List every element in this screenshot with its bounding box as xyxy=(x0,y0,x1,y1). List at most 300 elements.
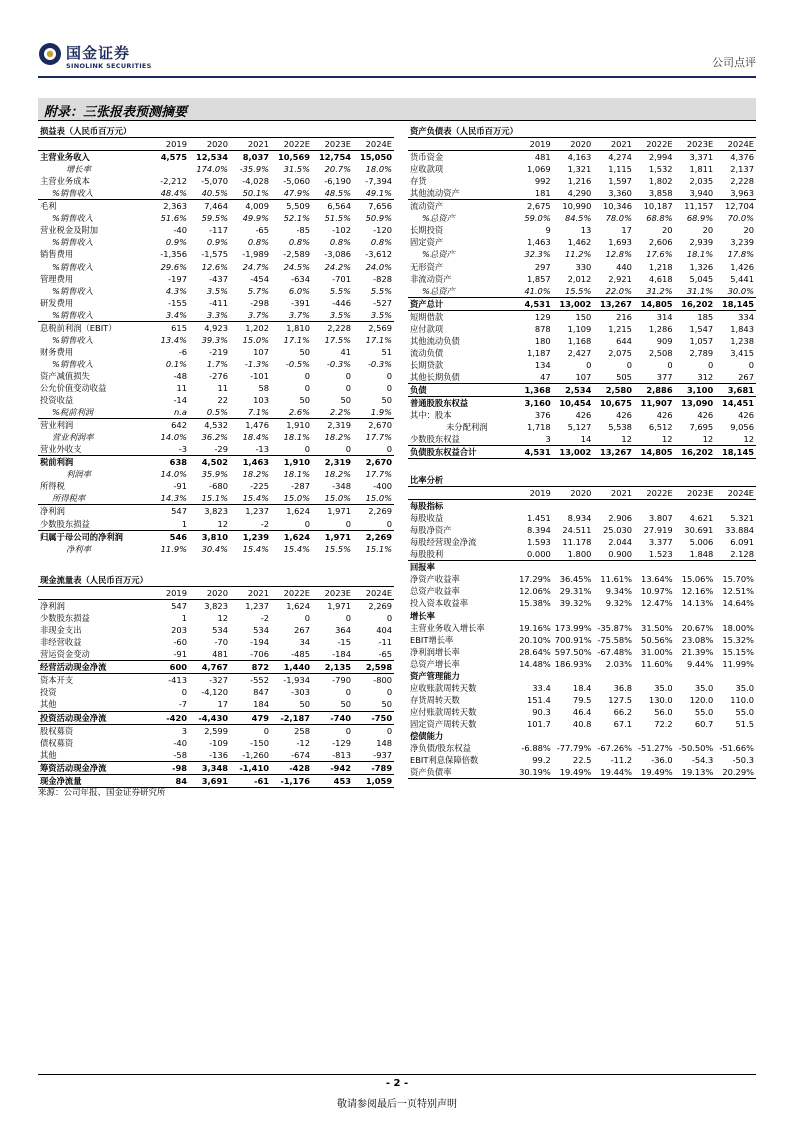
row-value: 0 xyxy=(312,443,353,456)
row-label: 其他长期负债 xyxy=(408,371,512,384)
row-value: 0 xyxy=(181,687,187,698)
row-value: -1,260 xyxy=(230,749,271,762)
row-label: 资产负债率 xyxy=(408,766,512,779)
row-value: -85 xyxy=(296,225,310,236)
row-value: 33.4 xyxy=(532,682,551,693)
year-header: 2020 xyxy=(553,487,594,500)
row-value: 2,427 xyxy=(567,347,592,358)
row-value xyxy=(512,670,553,682)
row-value: 11.60% xyxy=(641,658,673,669)
row-label: 固定资产周转天数 xyxy=(410,718,477,729)
table-row xyxy=(38,321,394,334)
row-value: 9.32% xyxy=(605,598,633,609)
row-value: 35.0 xyxy=(694,682,714,693)
row-value: 0.8% xyxy=(329,237,351,248)
row-value: -1,356 xyxy=(160,249,187,260)
row-value: 1.800 xyxy=(553,548,594,561)
row-value: 2,035 xyxy=(689,176,714,187)
row-label: 增长率 xyxy=(410,610,435,621)
row-value: 3,823 xyxy=(204,601,228,612)
row-value: 24.2% xyxy=(324,261,351,272)
table-row xyxy=(38,382,394,394)
row-value: 13,002 xyxy=(553,446,594,459)
row-value: -2,187 xyxy=(271,711,312,724)
row-label: 其他流动资产 xyxy=(408,187,512,200)
row-label: 固定资产 xyxy=(410,237,444,248)
row-value: 15.32% xyxy=(722,634,754,645)
row-value: 2,075 xyxy=(608,347,632,358)
row-value xyxy=(553,730,594,742)
row-value: 18,145 xyxy=(715,446,756,459)
row-label: 少数股东损益 xyxy=(40,613,90,624)
row-value: 58 xyxy=(258,383,269,393)
table-row xyxy=(38,724,394,737)
row-label: 主营业务收入增长率 xyxy=(410,622,485,633)
row-value: 148 xyxy=(376,737,393,748)
row-value: 3,858 xyxy=(634,187,675,200)
row-value: 5.321 xyxy=(730,513,754,524)
row-value: 5,127 xyxy=(567,422,592,433)
row-value: 4,274 xyxy=(608,152,632,163)
table-row xyxy=(408,347,756,359)
row-value: 6.091 xyxy=(730,537,754,548)
year-header: 2019 xyxy=(512,487,553,500)
row-value: 258 xyxy=(294,725,310,736)
row-value: 12 xyxy=(675,433,716,446)
row-label: 公允价值变动收益 xyxy=(40,383,107,393)
row-label: 股权募资 xyxy=(40,725,74,736)
row-value: 174.0% xyxy=(196,164,228,175)
row-label: 应付账款周转天数 xyxy=(410,706,477,717)
row-value: 1,216 xyxy=(567,176,592,187)
row-value: 84.5% xyxy=(564,213,592,224)
table-row xyxy=(408,718,756,730)
row-value: -428 xyxy=(271,761,312,774)
row-label: 投资活动现金净流 xyxy=(38,711,148,724)
row-value: -58 xyxy=(148,749,189,762)
table-row xyxy=(408,224,756,236)
row-value: 3 xyxy=(512,433,553,446)
row-label: 销售费用 xyxy=(40,249,74,260)
row-value: 15.70% xyxy=(722,574,754,585)
row-value: 13 xyxy=(580,225,592,236)
row-value: 50 xyxy=(340,395,351,406)
table-row xyxy=(38,297,394,309)
row-label: 非流动资产 xyxy=(410,273,452,284)
row-value: 47.9% xyxy=(271,187,312,200)
row-label: 其他 xyxy=(38,698,148,711)
row-value: 17.29% xyxy=(519,574,551,585)
logo-text-cn: 国金证券 xyxy=(66,44,131,62)
income-statement-table xyxy=(38,125,394,555)
row-label: 流动资产 xyxy=(410,201,444,212)
row-label: 净利润增长率 xyxy=(410,646,460,657)
table-row xyxy=(38,543,394,555)
row-value: 0 xyxy=(271,518,312,531)
year-header-row xyxy=(408,487,756,500)
row-value: 2,886 xyxy=(634,383,675,396)
row-value: 11.9% xyxy=(160,543,187,554)
row-value: -0.3% xyxy=(367,358,393,369)
row-value: 1,843 xyxy=(730,323,754,334)
row-value: 59.0% xyxy=(524,213,551,224)
row-value: 24.7% xyxy=(242,261,269,272)
row-value: -813 xyxy=(312,749,353,762)
row-value: 3.5% xyxy=(312,309,353,322)
logo-text-en: SINOLINK SECURITIES xyxy=(66,62,152,70)
row-value: 50 xyxy=(312,698,353,711)
header-blank xyxy=(38,138,148,151)
row-value: 0 xyxy=(345,725,351,736)
row-value: 3.5% xyxy=(353,309,394,322)
row-value: 20.10% xyxy=(519,634,551,645)
row-value: 15.4% xyxy=(230,492,271,505)
row-label: EBIT利息保障倍数 xyxy=(410,755,479,766)
row-value: -225 xyxy=(250,481,269,492)
row-value: -12 xyxy=(296,737,310,748)
row-value: 376 xyxy=(534,410,551,421)
table-row xyxy=(38,224,394,236)
row-value: 50 xyxy=(299,346,310,357)
row-value: 1,476 xyxy=(245,420,269,431)
row-value: 17.7% xyxy=(365,469,393,480)
row-value: 1,463 xyxy=(242,457,269,468)
row-value: -7,394 xyxy=(365,176,393,187)
row-label: 税前利润 xyxy=(40,457,74,468)
year-header-row xyxy=(408,138,756,151)
row-label: %销售收入 xyxy=(52,334,94,345)
row-value: -446 xyxy=(332,297,351,308)
row-value: -303 xyxy=(291,687,310,698)
row-value: 0 xyxy=(748,359,754,370)
row-value: 2,228 xyxy=(730,176,754,187)
row-label: 普通股股东权益 xyxy=(410,398,469,409)
row-value xyxy=(593,500,634,513)
row-value: 14.48% xyxy=(519,658,551,669)
row-value: 600 xyxy=(148,661,189,674)
row-value: -67.48% xyxy=(597,646,633,657)
year-header: 2019 xyxy=(148,138,189,151)
table-row xyxy=(38,624,394,636)
table-row xyxy=(38,187,394,200)
row-value: 481 xyxy=(534,152,551,163)
table-row xyxy=(408,285,756,298)
row-value: 4,163 xyxy=(567,152,592,163)
row-value: -789 xyxy=(353,761,394,774)
table-row xyxy=(408,151,756,164)
row-value: 0.8% xyxy=(370,237,393,248)
row-value: 4,575 xyxy=(160,152,187,163)
row-value: 3.4% xyxy=(148,309,189,322)
row-value: -155 xyxy=(168,297,187,308)
row-label: 流动负债 xyxy=(410,347,444,358)
row-value: 27.919 xyxy=(643,525,673,536)
table-row xyxy=(38,674,394,687)
row-value xyxy=(634,730,675,742)
row-value: 3.7% xyxy=(271,309,312,322)
row-value: 29.31% xyxy=(559,586,592,597)
table-row xyxy=(38,406,394,419)
row-value: -348 xyxy=(332,481,351,492)
row-value: -5,060 xyxy=(283,176,310,187)
row-label: 每股净资产 xyxy=(410,525,452,536)
row-value: 1.848 xyxy=(675,548,716,561)
row-value: -50.3 xyxy=(732,755,754,766)
table-row xyxy=(408,742,756,754)
row-value: 151.4 xyxy=(527,694,551,705)
row-value: -136 xyxy=(189,749,230,762)
row-value: 90.3 xyxy=(532,706,551,717)
row-value: 120.0 xyxy=(689,694,714,705)
row-value: -1,176 xyxy=(271,774,312,787)
table-row xyxy=(408,261,756,273)
row-value: 12 xyxy=(715,433,756,446)
table-row xyxy=(408,512,756,524)
row-value: -3 xyxy=(148,443,189,456)
row-label: 净利润 xyxy=(40,506,65,517)
row-value: 41.0% xyxy=(512,285,553,298)
row-value: 12,754 xyxy=(318,152,351,163)
row-value: 51 xyxy=(381,346,393,357)
row-value: 4,923 xyxy=(204,322,228,333)
table-row xyxy=(38,261,394,273)
row-value: -67.26% xyxy=(597,743,633,754)
row-value: 2,012 xyxy=(567,273,592,284)
row-value: -54.3 xyxy=(691,755,714,766)
row-value: 4,502 xyxy=(201,457,228,468)
row-label: 资本开支 xyxy=(40,675,74,686)
row-value: 19.49% xyxy=(634,766,675,779)
section-header xyxy=(38,98,756,120)
row-value: 1,624 xyxy=(286,506,310,517)
row-value: 67.1 xyxy=(613,718,633,729)
row-value: 103 xyxy=(253,395,269,406)
row-value: 18.1% xyxy=(283,432,310,443)
row-value: 4,532 xyxy=(204,420,228,431)
row-value xyxy=(593,730,634,742)
table-row xyxy=(408,524,756,536)
row-value: 55.0 xyxy=(694,706,714,717)
row-value: 2,994 xyxy=(648,152,673,163)
row-label: 少数股东权益 xyxy=(408,433,512,446)
row-value: 1,368 xyxy=(512,383,553,396)
table-title: 损益表（人民币百万元） xyxy=(40,126,132,137)
row-value: -706 xyxy=(230,648,271,661)
row-value: -287 xyxy=(291,481,310,492)
row-value: 3.807 xyxy=(648,513,673,524)
row-label: %总资产 xyxy=(422,213,455,224)
row-value xyxy=(715,500,756,513)
row-value: 3.3% xyxy=(189,309,230,322)
table-row xyxy=(408,175,756,187)
table-row xyxy=(38,346,394,358)
row-value xyxy=(675,561,716,574)
row-value: -91 xyxy=(148,648,189,661)
row-label: %税前利润 xyxy=(38,406,148,419)
row-value: -51.27% xyxy=(638,743,673,754)
row-label: 净负债/股东权益 xyxy=(410,743,471,754)
row-value: 2,670 xyxy=(368,420,393,431)
table-row xyxy=(38,200,394,213)
row-value: 0 xyxy=(353,443,394,456)
row-value: 31.1% xyxy=(675,285,716,298)
row-value: -35.87% xyxy=(597,622,633,633)
row-value: 2,363 xyxy=(163,201,187,212)
row-value: -276 xyxy=(209,370,228,381)
row-value: 11.2% xyxy=(564,249,592,260)
disclaimer-note: 敬请参阅最后一页特别声明 xyxy=(337,1099,457,1110)
row-label: 总资产增长率 xyxy=(410,658,460,669)
row-value: 2,135 xyxy=(312,661,353,674)
table-row xyxy=(38,370,394,382)
row-value: 0 xyxy=(271,443,312,456)
row-value: -4,430 xyxy=(189,711,230,724)
row-label: 毛利 xyxy=(40,201,57,212)
row-value: 78.0% xyxy=(605,213,632,224)
row-value: 50.56% xyxy=(641,634,673,645)
row-value xyxy=(715,670,756,682)
row-value: 19.44% xyxy=(593,766,634,779)
row-value: -454 xyxy=(250,273,269,284)
row-value: 8,037 xyxy=(242,152,269,163)
row-value: 12 xyxy=(217,613,228,624)
row-value: 1,857 xyxy=(526,273,551,284)
row-value: 55.0 xyxy=(735,706,754,717)
row-value: -75.58% xyxy=(597,634,633,645)
table-row xyxy=(408,585,756,597)
row-value: 1,057 xyxy=(689,335,714,346)
row-value: 0 xyxy=(304,370,310,381)
sinolink-logo-icon xyxy=(38,42,62,66)
table-title-row xyxy=(408,474,756,487)
year-header: 2019 xyxy=(148,587,189,600)
row-value: -2,212 xyxy=(160,176,187,187)
row-value: 20 xyxy=(702,225,714,236)
row-value xyxy=(593,561,634,574)
table-row xyxy=(38,530,394,543)
row-value: -327 xyxy=(209,675,228,686)
table-row xyxy=(38,248,394,260)
row-value: 0 xyxy=(304,383,310,393)
row-value: 0 xyxy=(707,359,714,370)
table-row xyxy=(38,711,394,724)
row-value: 0.900 xyxy=(593,548,634,561)
row-label: 存货周转天数 xyxy=(410,694,460,705)
row-value: 10,454 xyxy=(559,398,592,409)
row-value: 11.99% xyxy=(722,658,754,669)
row-value xyxy=(593,610,634,622)
row-label: 每股指标 xyxy=(410,501,444,512)
row-value: 1,718 xyxy=(526,422,551,433)
table-row xyxy=(408,597,756,609)
row-value: 2,137 xyxy=(730,164,754,175)
row-value xyxy=(715,610,756,622)
row-value: 127.5 xyxy=(608,694,633,705)
table-row xyxy=(408,766,756,779)
row-label: 非经营收益 xyxy=(40,637,82,648)
row-value: 4.621 xyxy=(689,513,714,524)
row-value: 0 xyxy=(386,370,393,381)
row-label: 投资收益 xyxy=(40,395,74,406)
row-value: 11,157 xyxy=(684,201,714,212)
row-value: -102 xyxy=(332,225,351,236)
row-value: -740 xyxy=(312,711,353,724)
row-label: 无形资产 xyxy=(410,261,444,272)
row-value: 0 xyxy=(386,383,393,393)
row-value: 2,789 xyxy=(689,347,714,358)
row-value: -48 xyxy=(173,370,187,381)
row-value: 3,371 xyxy=(689,152,714,163)
row-value: 12.47% xyxy=(641,598,673,609)
row-value: -29 xyxy=(189,443,230,456)
row-value: -117 xyxy=(209,225,228,236)
row-value: 9,056 xyxy=(730,422,754,433)
row-value: 18.2% xyxy=(324,432,351,443)
row-value: 2,921 xyxy=(608,273,632,284)
source-note: 来源：公司年报、国金证券研究所 xyxy=(38,788,166,798)
table-row xyxy=(408,359,756,371)
row-value: 4,531 xyxy=(512,446,553,459)
row-value: 60.7 xyxy=(694,718,714,729)
row-value: 330 xyxy=(575,261,592,272)
row-value: 2,569 xyxy=(368,322,393,333)
table-title-row xyxy=(38,574,394,587)
table-row xyxy=(408,236,756,248)
row-value: 52.1% xyxy=(283,213,310,224)
row-value xyxy=(512,730,553,742)
row-value: 3,823 xyxy=(204,506,228,517)
year-header: 2021 xyxy=(593,138,634,151)
row-label: 负债股东权益合计 xyxy=(408,446,512,459)
row-value: -15 xyxy=(337,637,351,648)
row-value: 0.9% xyxy=(206,237,228,248)
row-value xyxy=(715,561,756,574)
row-value: 0.8% xyxy=(247,237,269,248)
row-value: 39.32% xyxy=(559,598,592,609)
row-label: 总资产收益率 xyxy=(410,586,460,597)
row-value: 30.0% xyxy=(715,285,756,298)
row-label: 主营业务收入 xyxy=(40,152,90,163)
row-value: -937 xyxy=(353,749,394,762)
row-value: 10,990 xyxy=(562,201,592,212)
table-row xyxy=(38,212,394,224)
row-value: 13.64% xyxy=(641,574,673,585)
table-title-row xyxy=(38,125,394,138)
row-value: 11 xyxy=(176,383,187,393)
row-label: 净利润 xyxy=(40,601,65,612)
row-value: -6.88% xyxy=(521,743,551,754)
year-header: 2024E xyxy=(715,138,756,151)
row-value: -680 xyxy=(209,481,228,492)
row-value: 12.06% xyxy=(519,586,551,597)
row-value: 15.5% xyxy=(324,543,351,554)
year-header: 2021 xyxy=(593,487,634,500)
row-label: 研发费用 xyxy=(40,297,74,308)
table-row xyxy=(408,310,756,323)
table-title: 比率分析 xyxy=(410,475,444,486)
row-value: 3,940 xyxy=(675,187,716,200)
row-value xyxy=(715,730,756,742)
row-value: -2 xyxy=(230,518,271,531)
row-value: -219 xyxy=(209,346,228,357)
row-label: 其他流动负债 xyxy=(410,335,460,346)
row-value xyxy=(553,500,594,513)
table-row xyxy=(408,273,756,285)
row-value: 19.16% xyxy=(519,622,551,633)
row-value: 68.8% xyxy=(646,213,673,224)
row-value: -1,410 xyxy=(230,761,271,774)
row-value: 50 xyxy=(381,395,393,406)
